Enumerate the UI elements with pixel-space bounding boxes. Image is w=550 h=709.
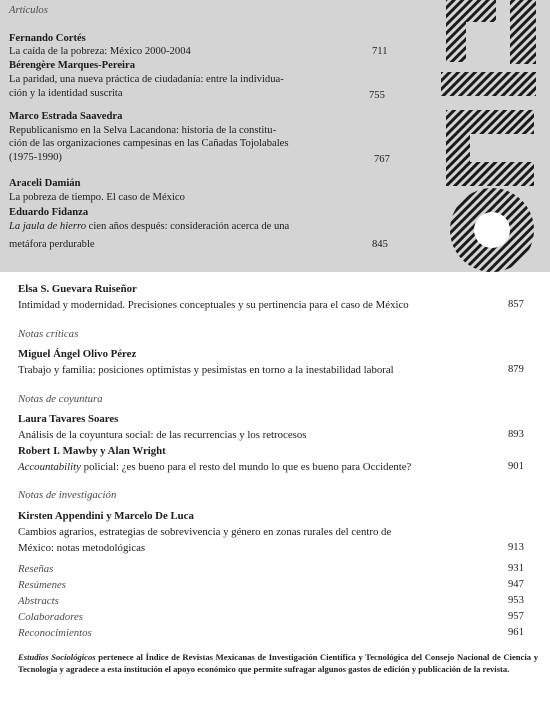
misc-reconocimientos: Reconocimientos	[18, 627, 92, 639]
author-guevara: Elsa S. Guevara Ruiseñor	[18, 283, 137, 295]
title-appendini-line2: México: notas metodológicas	[18, 542, 146, 554]
title-estrada-line3: (1975-1990)	[9, 152, 62, 163]
author-mawby-wright: Robert I. Mawby y Alan Wright	[18, 445, 166, 457]
author-marques: Bérengère Marques-Pereira	[9, 60, 136, 71]
title-marques-line2: ción y la identidad suscrita	[9, 88, 123, 99]
page-957: 957	[508, 611, 524, 622]
page-879: 879	[508, 364, 524, 375]
toc-bottom-section	[0, 272, 550, 709]
title-olivo: Trabajo y familia: posiciones optimistas y pesimistas en torno a la inestabilidad laboral	[18, 364, 394, 376]
page-901: 901	[508, 461, 524, 472]
author-fidanza: Eduardo Fidanza	[9, 207, 89, 218]
title-tavares: Análisis de la coyuntura social: de las recurrencias y los retrocesos	[18, 429, 307, 441]
title-fidanza-italic: La jaula de hierro	[9, 221, 87, 232]
footer-note	[18, 652, 538, 676]
title-appendini-line1: Cambios agrarios, estrategias de sobrevivencia y género en zonas rurales del centro de	[18, 526, 392, 538]
title-mawby-wright	[18, 461, 411, 473]
page-767: 767	[374, 154, 390, 165]
title-guevara: Intimidad y modernidad. Precisiones conceptuales y su pertinencia para el caso de México	[18, 299, 409, 311]
page-711: 711	[372, 46, 388, 57]
title-estrada-line1: Republicanismo en la Selva Lacandona: historia de la constitu-	[9, 125, 277, 136]
page-953: 953	[508, 595, 524, 606]
title-mawby-italic: Accountability	[18, 461, 81, 473]
title-cortes: La caída de la pobreza: México 2000-2004	[9, 46, 191, 57]
author-olivo: Miguel Ángel Olivo Pérez	[18, 348, 137, 360]
section-label-notas-coyuntura: Notas de coyuntura	[18, 393, 103, 405]
author-estrada: Marco Estrada Saavedra	[9, 111, 123, 122]
section-label-notas-investigacion: Notas de investigación	[18, 489, 117, 501]
section-label-notas-criticas: Notas críticas	[18, 328, 79, 340]
title-fidanza-line1	[9, 221, 289, 233]
page-947: 947	[508, 579, 524, 590]
page-931: 931	[508, 563, 524, 574]
page-755: 755	[369, 90, 385, 101]
footer-journal-name: Estudios Sociológicos	[18, 652, 96, 662]
author-cortes: Fernando Cortés	[9, 33, 86, 44]
title-damian: La pobreza de tiempo. El caso de México	[9, 192, 185, 203]
page-857: 857	[508, 299, 524, 310]
footer-text: pertenece al Índice de Revistas Mexicanas de Investigación Científica y Tecnológica del Consejo Nacional de Ciencia y Tecnología y agradece a esta institución el apoyo económico que permite sufragar algunos gastos de edición y publicación de la revista.	[18, 652, 538, 674]
title-fidanza-rest: cien años después: consideración acerca de una	[86, 221, 290, 232]
title-estrada-line2: ción de las organizaciones campesinas en las Cañadas Tojolabales	[9, 138, 289, 149]
title-marques-line1: La paridad, una nueva práctica de ciudadanía: entre la individua-	[9, 74, 284, 85]
title-fidanza-line2: metáfora perdurable	[9, 239, 95, 250]
journal-logo-icon	[426, 0, 550, 272]
page-913: 913	[508, 542, 524, 553]
section-label-articulos: Artículos	[9, 5, 48, 16]
misc-abstracts: Abstracts	[18, 595, 59, 607]
page-845: 845	[372, 239, 388, 250]
misc-colaboradores: Colaboradores	[18, 611, 83, 623]
author-tavares: Laura Tavares Soares	[18, 413, 119, 425]
misc-resenas: Reseñas	[18, 563, 54, 575]
author-damian: Araceli Damián	[9, 178, 81, 189]
page-961: 961	[508, 627, 524, 638]
author-appendini-deluca: Kirsten Appendini y Marcelo De Luca	[18, 510, 194, 522]
page-893: 893	[508, 429, 524, 440]
toc-top-section	[0, 0, 550, 272]
misc-resumenes: Resúmenes	[18, 579, 66, 591]
title-mawby-rest: policial: ¿es bueno para el resto del mundo lo que es bueno para Occidente?	[80, 461, 412, 473]
